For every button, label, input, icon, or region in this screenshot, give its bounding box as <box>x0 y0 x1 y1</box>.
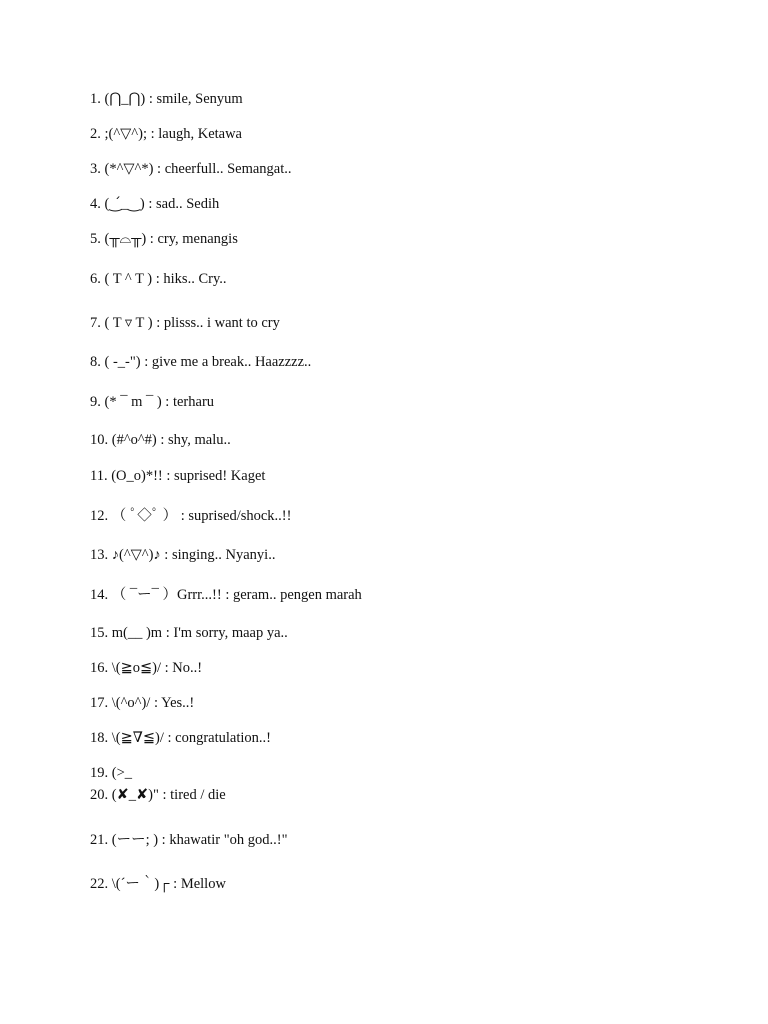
emoticon-item-21: 21. (ーー; ) : khawatir "oh god..!" <box>90 832 288 848</box>
emoticon-item-22: 22. \(´ー｀)┌ : Mellow <box>90 876 226 892</box>
emoticon-item-1: 1. (⋂_⋂) : smile, Senyum <box>90 91 243 107</box>
emoticon-item-16: 16. \(≧o≦)/ : No..! <box>90 660 203 676</box>
emoticon-item-11: 11. (O_o)*!! : suprised! Kaget <box>90 468 266 484</box>
emoticon-item-12: 12. （ ﾟ◇ﾟ ） : suprised/shock..!! <box>90 508 292 524</box>
emoticon-item-17: 17. \(^o^)/ : Yes..! <box>90 695 195 711</box>
emoticon-item-15: 15. m(__ )m : I'm sorry, maap ya.. <box>90 625 288 641</box>
emoticon-item-18: 18. \(≧∇≦)/ : congratulation..! <box>90 730 271 746</box>
emoticon-item-19: 19. (>_ <box>90 765 133 781</box>
emoticon-item-6: 6. ( T ^ T ) : hiks.. Cry.. <box>90 271 227 287</box>
emoticon-item-14: 14. （ ¯ー¯ ）Grrr...!! : geram.. pengen marah <box>90 587 362 603</box>
emoticon-item-3: 3. (*^▽^*) : cheerfull.. Semangat.. <box>90 161 292 177</box>
emoticon-item-9: 9. (* ¯ m ¯ ) : terharu <box>90 394 215 410</box>
emoticon-item-8: 8. ( -_-") : give me a break.. Haazzzz.. <box>90 354 312 370</box>
emoticon-item-2: 2. ;(^▽^); : laugh, Ketawa <box>90 126 242 142</box>
emoticon-item-7: 7. ( T ▿ T ) : plisss.. i want to cry <box>90 315 280 331</box>
emoticon-item-13: 13. ♪(^▽^)♪ : singing.. Nyanyi.. <box>90 547 276 563</box>
emoticon-item-4: 4. (‿́_‿) : sad.. Sedih <box>90 196 220 212</box>
emoticon-item-10: 10. (#^o^#) : shy, malu.. <box>90 432 231 448</box>
emoticon-item-5: 5. (╥⌓╥) : cry, menangis <box>90 231 238 247</box>
emoticon-item-20: 20. (✘_✘)" : tired / die <box>90 787 226 803</box>
